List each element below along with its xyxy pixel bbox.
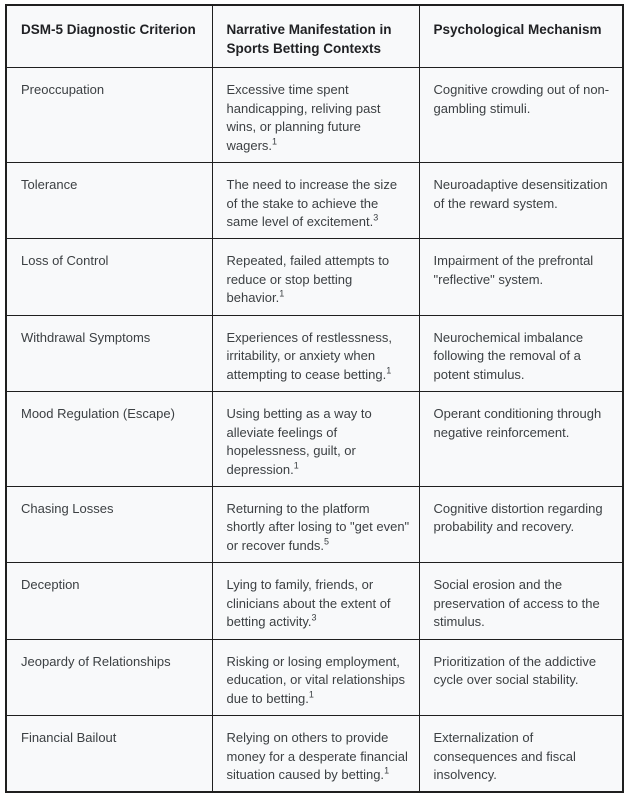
cell-mechanism: Neuroadaptive desensitization of the reward system. <box>419 163 623 239</box>
manifestation-text: The need to increase the size of the stake to achieve the same level of excitement. <box>226 177 398 230</box>
cell-mechanism: Impairment of the prefrontal "reflective" system. <box>419 239 623 315</box>
citation-ref[interactable]: 3 <box>311 612 317 623</box>
cell-criterion: Financial Bailout <box>6 716 212 793</box>
citation-ref[interactable]: 1 <box>279 289 285 300</box>
cell-criterion: Tolerance <box>6 163 212 239</box>
cell-mechanism: Operant conditioning through negative reinforcement. <box>419 392 623 487</box>
table-row-mood-regulation <box>6 392 623 487</box>
cell-criterion: Chasing Losses <box>6 487 212 563</box>
cell-mechanism: Neurochemical imbalance following the removal of a potent stimulus. <box>419 315 623 391</box>
cell-criterion: Loss of Control <box>6 239 212 315</box>
cell-criterion: Deception <box>6 563 212 639</box>
header-mechanism: Psychological Mechanism <box>419 5 623 68</box>
citation-ref[interactable]: 1 <box>386 365 392 376</box>
cell-manifestation <box>212 716 419 793</box>
manifestation-text: Lying to family, friends, or clinicians about the extent of betting activity. <box>226 577 391 630</box>
table-row-chasing-losses <box>6 487 623 563</box>
cell-manifestation <box>212 68 419 163</box>
table-row-tolerance <box>6 163 623 239</box>
citation-ref[interactable]: 1 <box>293 460 299 471</box>
cell-mechanism: Prioritization of the addictive cycle over social stability. <box>419 639 623 715</box>
cell-criterion: Jeopardy of Relationships <box>6 639 212 715</box>
manifestation-text: Returning to the platform shortly after losing to "get even" or recover funds. <box>226 501 410 553</box>
table-row-jeopardy-of-relationships <box>6 639 623 715</box>
dsm5-criteria-table <box>5 4 624 793</box>
citation-ref[interactable]: 1 <box>384 765 390 776</box>
table-row-deception <box>6 563 623 639</box>
manifestation-text: Risking or losing employment, education, or vital relationships due to betting. <box>226 653 405 706</box>
cell-manifestation <box>212 487 419 563</box>
manifestation-text: Experiences of restlessness, irritability, or anxiety when attempting to cease betting. <box>226 329 392 382</box>
cell-mechanism: Social erosion and the preservation of access to the stimulus. <box>419 563 623 639</box>
table-row-withdrawal-symptoms <box>6 315 623 391</box>
cell-mechanism: Externalization of consequences and fiscal insolvency. <box>419 716 623 793</box>
cell-manifestation <box>212 163 419 239</box>
manifestation-text: Repeated, failed attempts to reduce or stop betting behavior. <box>226 253 390 306</box>
table-row-financial-bailout <box>6 716 623 793</box>
cell-manifestation <box>212 239 419 315</box>
cell-manifestation <box>212 315 419 391</box>
cell-criterion: Mood Regulation (Escape) <box>6 392 212 487</box>
cell-criterion: Withdrawal Symptoms <box>6 315 212 391</box>
table-row-preoccupation <box>6 68 623 163</box>
cell-manifestation <box>212 639 419 715</box>
cell-manifestation <box>212 563 419 639</box>
manifestation-text: Using betting as a way to alleviate feelings of hopelessness, guilt, or depression. <box>226 406 372 477</box>
citation-ref[interactable]: 3 <box>373 212 379 223</box>
cell-mechanism: Cognitive distortion regarding probability and recovery. <box>419 487 623 563</box>
header-criterion: DSM-5 Diagnostic Criterion <box>6 5 212 68</box>
header-manifestation: Narrative Manifestation in Sports Betting Contexts <box>212 5 419 68</box>
cell-criterion: Preoccupation <box>6 68 212 163</box>
citation-ref[interactable]: 1 <box>308 689 314 700</box>
table-row-loss-of-control <box>6 239 623 315</box>
citation-ref[interactable]: 1 <box>272 136 278 147</box>
cell-mechanism: Cognitive crowding out of non-gambling stimuli. <box>419 68 623 163</box>
manifestation-text: Relying on others to provide money for a desperate financial situation caused by betting. <box>226 730 408 782</box>
manifestation-text: Excessive time spent handicapping, reliving past wins, or planning future wagers. <box>226 82 381 153</box>
citation-ref[interactable]: 5 <box>324 536 330 547</box>
header-row <box>6 5 623 68</box>
cell-manifestation <box>212 392 419 487</box>
